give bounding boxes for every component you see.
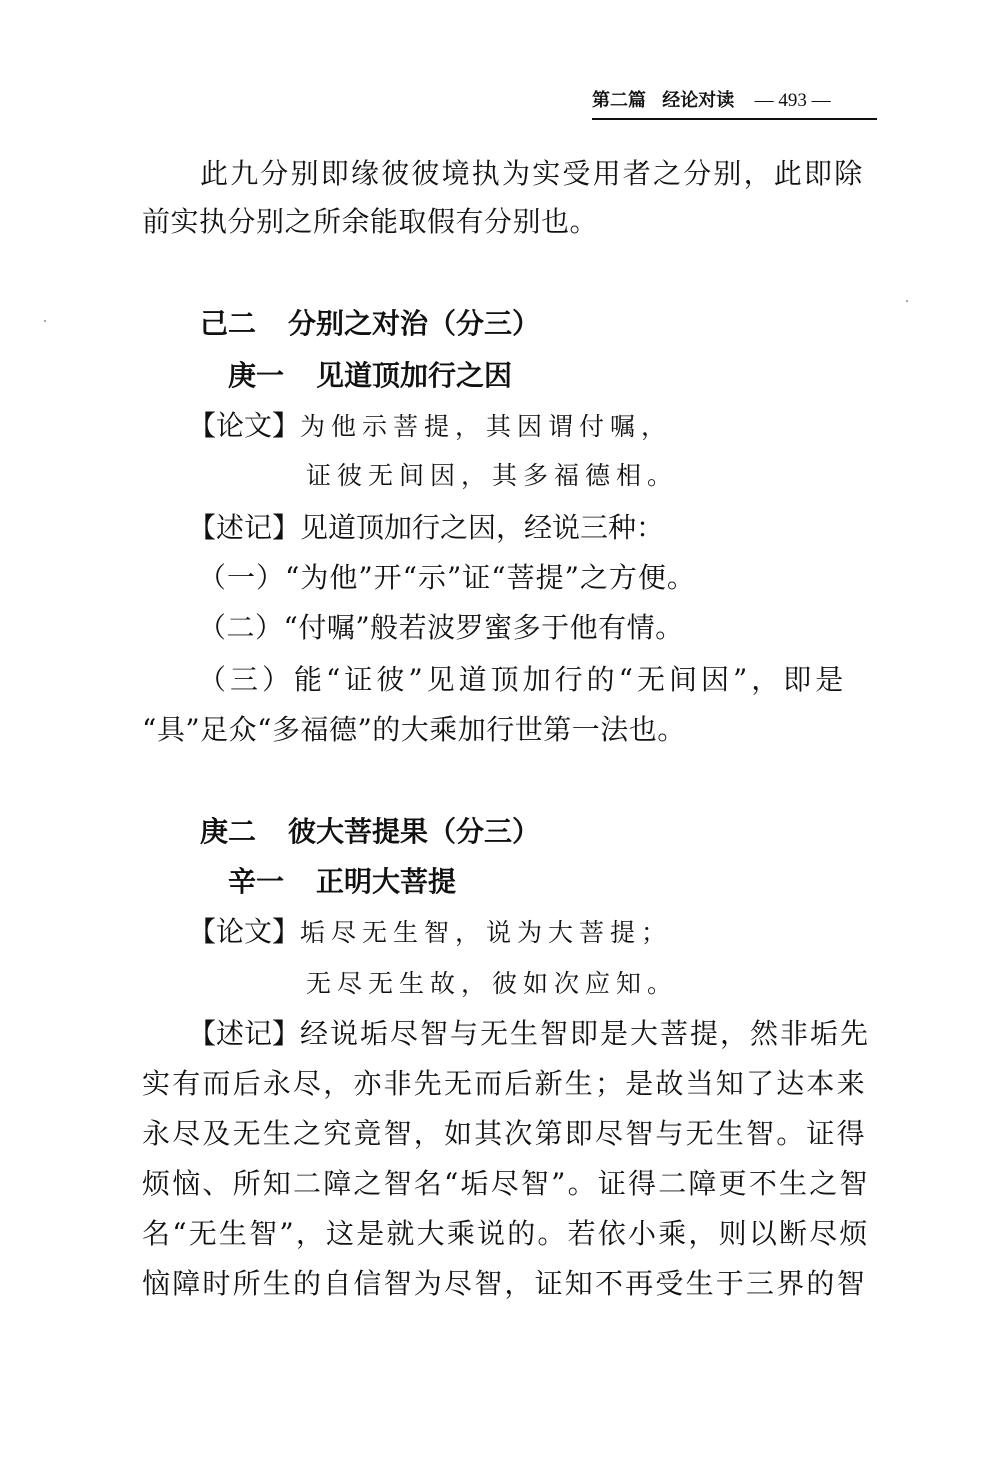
verse-2-text2: 无尽无生故，彼如次应知。 bbox=[306, 969, 679, 998]
scan-speck-right bbox=[906, 300, 908, 302]
subsection-heading-2 bbox=[228, 862, 456, 902]
header-section: 第二篇 bbox=[592, 90, 646, 111]
subsection-heading-1-title: 见道顶加行之因 bbox=[316, 359, 513, 392]
subsection-heading-1-number: 庚一 bbox=[228, 359, 285, 392]
para1-line2-text: 前实执分别之所余能取假有分别也。 bbox=[142, 205, 599, 238]
commentary-2-text4: 烦恼、所知二障之智名“垢尽智”。证得二障更不生之智 bbox=[142, 1167, 870, 1200]
commentary-2-text1: 经说垢尽智与无生智即是大菩提，然非垢先 bbox=[300, 1017, 871, 1050]
verse-2-line2 bbox=[306, 964, 678, 1004]
para1-line1 bbox=[200, 154, 877, 194]
section-heading-2-title: 彼大菩提果（分三） bbox=[288, 815, 541, 848]
commentary-2-tag: 【述记】 bbox=[188, 1017, 301, 1050]
commentary-2-text5: 名“无生智”，这是就大乘说的。若依小乘，则以断尽烦 bbox=[142, 1217, 870, 1250]
commentary-1-item1 bbox=[198, 558, 696, 598]
section-heading-2-number: 庚二 bbox=[200, 815, 257, 848]
verse-1-text1: 为他示菩提，其因谓付嘱， bbox=[300, 412, 673, 441]
para1-line1-text: 此九分别即缘彼彼境执为实受用者之分别，此即除 bbox=[200, 157, 865, 190]
section-heading-1-title: 分别之对治（分三） bbox=[288, 307, 541, 340]
commentary-2-line6 bbox=[142, 1264, 867, 1304]
subsection-heading-2-title: 正明大菩提 bbox=[316, 865, 457, 898]
section-heading-1 bbox=[200, 304, 540, 344]
verse-1-text2: 证彼无间因，其多福德相。 bbox=[306, 461, 679, 490]
commentary-2-text3: 永尽及无生之究竟智，如其次第即尽智与无生智。证得 bbox=[142, 1117, 867, 1150]
commentary-1-item3-line2 bbox=[142, 710, 686, 750]
item2-text: （二）“付嘱”般若波罗蜜多于他有情。 bbox=[198, 611, 684, 644]
subsection-heading-1 bbox=[228, 356, 512, 396]
verse-1-tag: 【论文】 bbox=[188, 409, 301, 442]
commentary-2-line1 bbox=[188, 1014, 878, 1054]
verse-1-line2 bbox=[306, 456, 678, 496]
commentary-1-text: 见道顶加行之因，经说三种： bbox=[300, 511, 665, 544]
header-title: 经论对读 bbox=[662, 90, 735, 111]
commentary-1-tag: 【述记】 bbox=[188, 511, 301, 544]
commentary-1-item2 bbox=[198, 608, 684, 648]
verse-2-tag: 【论文】 bbox=[188, 915, 301, 948]
section-heading-1-number: 己二 bbox=[200, 307, 257, 340]
verse-1-line1 bbox=[188, 406, 672, 446]
commentary-2-text6: 恼障时所生的自信智为尽智，证知不再受生于三界的智 bbox=[142, 1267, 867, 1300]
commentary-2-line5 bbox=[142, 1214, 870, 1254]
section-heading-2 bbox=[200, 812, 540, 852]
commentary-2-line4 bbox=[142, 1164, 870, 1204]
item3-line1-text: （三）能“证彼”见道顶加行的“无间因”，即是 bbox=[198, 663, 848, 696]
para1-line2 bbox=[142, 202, 598, 242]
verse-2-text1: 垢尽无生智，说为大菩提； bbox=[300, 918, 673, 947]
running-header bbox=[592, 88, 877, 120]
page-number: — 493 — bbox=[754, 90, 831, 111]
verse-2-line1 bbox=[188, 912, 672, 952]
commentary-2-line2 bbox=[142, 1064, 867, 1104]
commentary-1-line1 bbox=[188, 508, 664, 548]
item3-line2-text: “具”足众“多福德”的大乘加行世第一法也。 bbox=[142, 713, 686, 746]
item1-text: （一）“为他”开“示”证“菩提”之方便。 bbox=[198, 561, 696, 594]
commentary-2-text2: 实有而后永尽，亦非先无而后新生；是故当知了达本来 bbox=[142, 1067, 867, 1100]
commentary-2-line3 bbox=[142, 1114, 867, 1154]
scan-speck-left bbox=[44, 320, 46, 322]
subsection-heading-2-number: 辛一 bbox=[228, 865, 285, 898]
commentary-1-item3-line1 bbox=[198, 660, 878, 700]
